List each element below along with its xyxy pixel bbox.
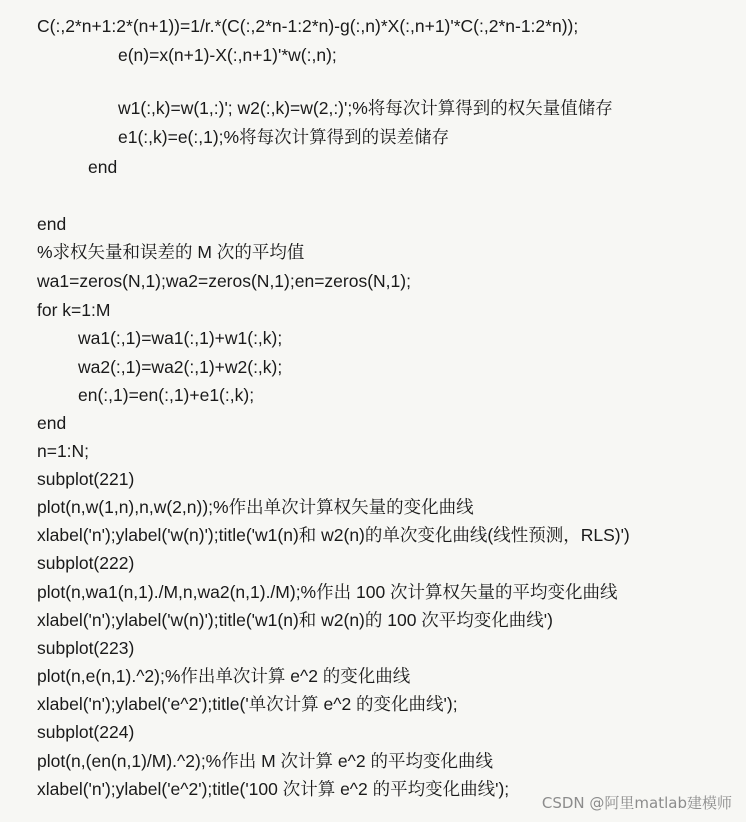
code-line: xlabel('n');ylabel('w(n)');title('w1(n)和 w2(n)的 100 次平均变化曲线') (37, 610, 553, 630)
code-line: for k=1:M (37, 300, 111, 320)
code-line: end (88, 157, 118, 177)
code-line: w1(:,k)=w(1,:)'; w2(:,k)=w(2,:)';%将每次计算得到的权矢量值储存 (118, 98, 613, 118)
code-line: plot(n,wa1(n,1)./M,n,wa2(n,1)./M);%作出 100 次计算权矢量的平均变化曲线 (37, 582, 618, 602)
csdn-watermark: CSDN @阿里matlab建模师 (541, 794, 732, 812)
code-line: end (37, 214, 67, 234)
code-line: xlabel('n');ylabel('e^2');title('100 次计算 e^2 的平均变化曲线'); (37, 779, 510, 799)
code-line: wa2(:,1)=wa2(:,1)+w2(:,k); (78, 357, 283, 377)
code-line: xlabel('n');ylabel('e^2');title('单次计算 e^2 的变化曲线'); (37, 694, 458, 714)
code-line: subplot(223) (37, 638, 135, 658)
code-line: plot(n,(en(n,1)/M).^2);%作出 M 次计算 e^2 的平均变化曲线 (37, 751, 493, 771)
code-line: en(:,1)=en(:,1)+e1(:,k); (78, 385, 255, 405)
code-line: plot(n,e(n,1).^2);%作出单次计算 e^2 的变化曲线 (37, 666, 411, 686)
code-line: xlabel('n');ylabel('w(n)');title('w1(n)和 w2(n)的单次变化曲线(线性预测，RLS)') (37, 525, 630, 545)
code-line: C(:,2*n+1:2*(n+1))=1/r.*(C(:,2*n-1:2*n)-g(:,n)*X(:,n+1)'*C(:,2*n-1:2*n)); (37, 16, 579, 36)
code-line: e1(:,k)=e(:,1);%将每次计算得到的误差储存 (118, 127, 450, 147)
code-line: subplot(224) (37, 722, 135, 742)
code-line: wa1=zeros(N,1);wa2=zeros(N,1);en=zeros(N,1); (37, 271, 411, 291)
code-line: plot(n,w(1,n),n,w(2,n));%作出单次计算权矢量的变化曲线 (37, 497, 474, 517)
code-line: e(n)=x(n+1)-X(:,n+1)'*w(:,n); (118, 45, 337, 65)
code-line: subplot(221) (37, 469, 135, 489)
code-line: subplot(222) (37, 553, 135, 573)
code-line: %求权矢量和误差的 M 次的平均值 (37, 242, 305, 262)
code-line: end (37, 413, 67, 433)
code-line: n=1:N; (37, 441, 90, 461)
code-line: wa1(:,1)=wa1(:,1)+w1(:,k); (78, 328, 283, 348)
